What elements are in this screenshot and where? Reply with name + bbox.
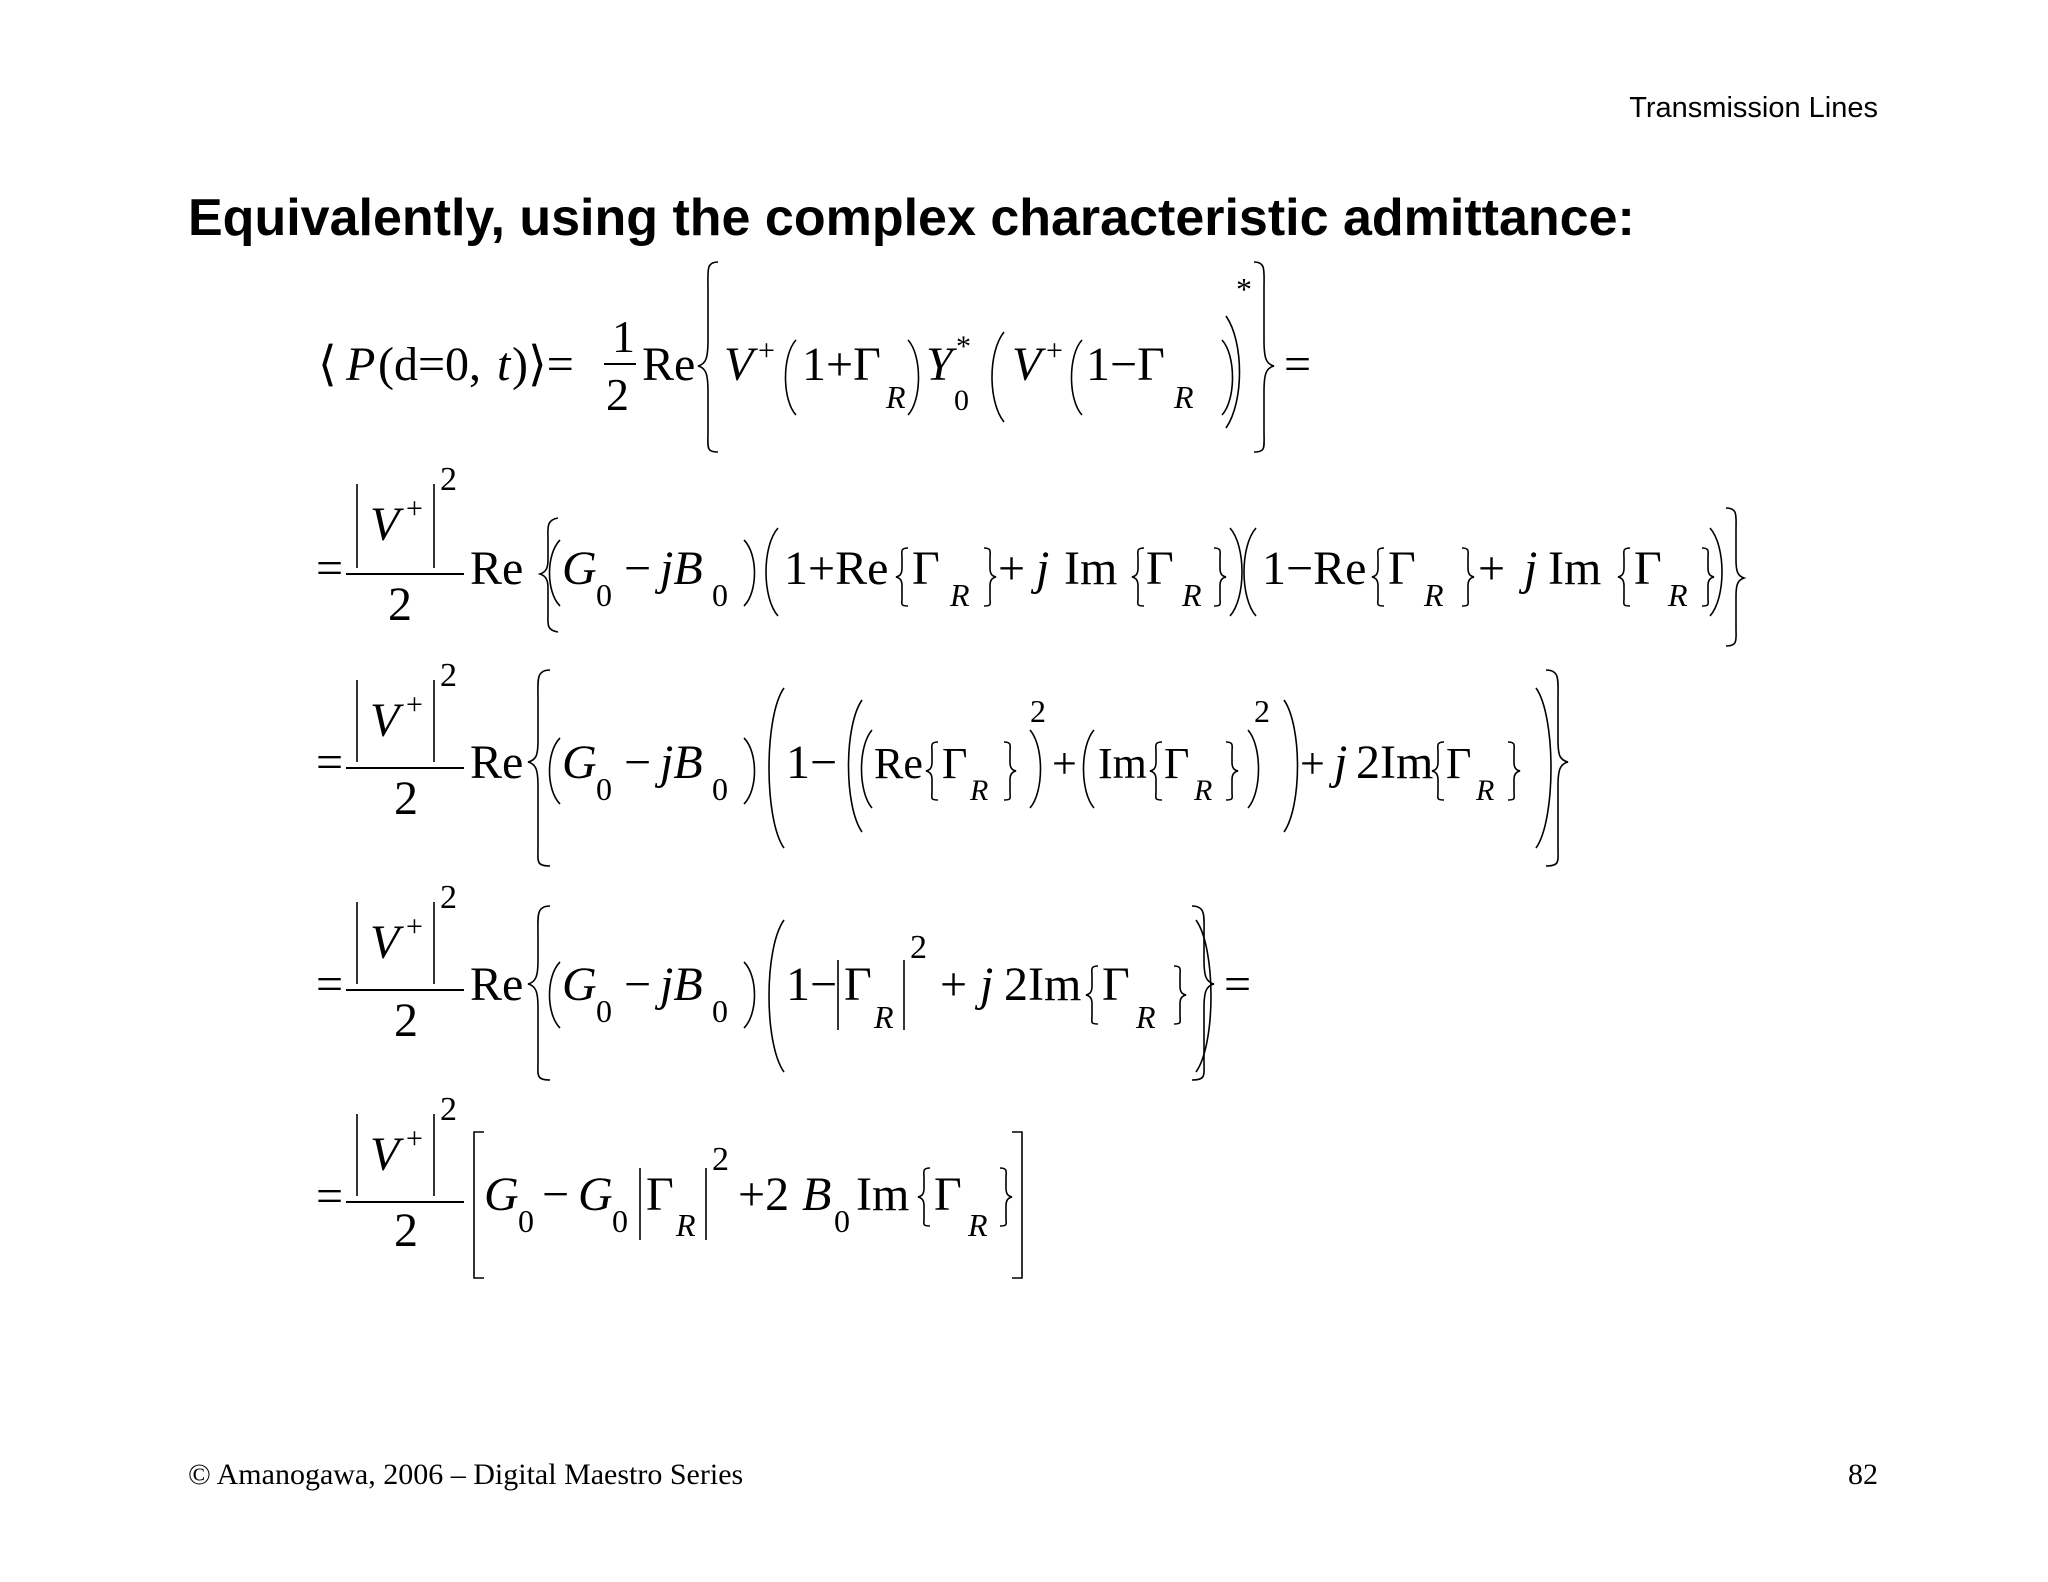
svg-text:Re: Re: [874, 739, 923, 788]
svg-text:R: R: [1668, 577, 1688, 613]
svg-text:R: R: [1174, 379, 1194, 415]
svg-text:+: +: [758, 334, 775, 367]
svg-text:+: +: [1300, 739, 1325, 788]
svg-text:2: 2: [910, 929, 927, 966]
svg-text:+: +: [406, 1122, 423, 1155]
svg-text:1: 1: [612, 311, 635, 362]
svg-text:G: G: [484, 1168, 519, 1221]
equation-line-5-text: [316, 1091, 988, 1257]
svg-text:2: 2: [440, 879, 457, 916]
svg-text:R: R: [1424, 577, 1444, 613]
svg-text:G: G: [578, 1168, 613, 1221]
svg-text:V: V: [370, 1128, 400, 1181]
equation-line-2-text: [316, 461, 1688, 631]
svg-text:1+Γ: 1+Γ: [802, 338, 881, 391]
svg-text:R: R: [968, 1207, 988, 1243]
svg-text:0: 0: [712, 993, 728, 1029]
svg-text:R: R: [1476, 774, 1495, 807]
svg-text:B: B: [802, 1168, 832, 1221]
svg-text:Γ: Γ: [646, 1168, 674, 1221]
svg-text:Y: Y: [926, 338, 953, 391]
svg-text:2: 2: [394, 994, 418, 1047]
section-header: Transmission Lines: [1629, 92, 1878, 124]
svg-text:j: j: [980, 958, 994, 1011]
svg-text:2: 2: [712, 1141, 729, 1178]
svg-text:−: −: [624, 542, 652, 595]
svg-text:0: 0: [612, 1203, 628, 1239]
svg-text:0: 0: [596, 577, 612, 613]
svg-text:+: +: [406, 492, 423, 525]
svg-text:2: 2: [1254, 693, 1270, 729]
svg-text:Γ: Γ: [1164, 739, 1190, 788]
svg-text:Γ: Γ: [1634, 542, 1662, 595]
svg-text:G: G: [562, 542, 597, 595]
svg-text:R: R: [886, 379, 906, 415]
svg-text:2: 2: [606, 369, 629, 420]
equation-line-1: [698, 262, 1274, 452]
svg-text:=: =: [1224, 958, 1252, 1011]
svg-text:*: *: [956, 330, 971, 363]
svg-text:R: R: [676, 1207, 696, 1243]
svg-text:2: 2: [394, 1204, 418, 1257]
svg-text:−: −: [624, 736, 652, 789]
equation-line-5: [346, 1114, 1022, 1278]
svg-text:2: 2: [1030, 693, 1046, 729]
svg-text:0: 0: [954, 384, 969, 417]
equation-line-1-text: [318, 271, 1311, 420]
svg-text:0: 0: [712, 771, 728, 807]
svg-text:t: t: [497, 338, 511, 391]
svg-text:Im: Im: [1064, 542, 1118, 595]
svg-text:+: +: [406, 910, 423, 943]
svg-text:1+Re: 1+Re: [784, 542, 889, 595]
svg-text:R: R: [950, 577, 970, 613]
svg-text:2: 2: [388, 578, 412, 631]
svg-text:R: R: [970, 774, 989, 807]
svg-text:+: +: [406, 688, 423, 721]
svg-text:Γ: Γ: [1146, 542, 1174, 595]
svg-text:0: 0: [518, 1203, 534, 1239]
svg-text:(d=0,: (d=0,: [378, 338, 482, 391]
svg-text:Γ: Γ: [912, 542, 940, 595]
svg-text:+: +: [940, 958, 968, 1011]
svg-text:−: −: [624, 958, 652, 1011]
svg-text:Re: Re: [470, 736, 524, 789]
svg-text:⟨: ⟨: [318, 338, 337, 391]
svg-text:V: V: [370, 916, 400, 969]
svg-text:−: −: [542, 1168, 570, 1221]
svg-text:+: +: [1478, 542, 1506, 595]
svg-text:=: =: [316, 736, 344, 789]
svg-text:V: V: [724, 338, 754, 391]
page-number: 82: [1848, 1458, 1878, 1491]
svg-text:=: =: [316, 1170, 344, 1223]
svg-text:Γ: Γ: [844, 958, 872, 1011]
svg-text:+2: +2: [738, 1168, 790, 1221]
svg-text:)⟩=: )⟩=: [512, 338, 574, 391]
svg-text:0: 0: [596, 993, 612, 1029]
svg-text:V: V: [370, 694, 400, 747]
svg-text:j: j: [1334, 736, 1348, 789]
svg-text:2Im: 2Im: [1356, 736, 1434, 789]
svg-text:Γ: Γ: [942, 739, 968, 788]
svg-text:1−: 1−: [786, 736, 838, 789]
svg-text:=: =: [316, 542, 344, 595]
equation-line-3-text: [316, 657, 1494, 825]
svg-text:R: R: [1136, 999, 1156, 1035]
svg-text:Re: Re: [470, 958, 524, 1011]
svg-text:V: V: [370, 498, 400, 551]
slide-title: Equivalently, using the complex characteristic admittance:: [188, 189, 1635, 247]
svg-text:jB: jB: [660, 958, 703, 1011]
svg-text:R: R: [874, 999, 894, 1035]
svg-text:2Im: 2Im: [1004, 958, 1082, 1011]
svg-text:P: P: [346, 338, 376, 391]
svg-text:Γ: Γ: [1446, 739, 1472, 788]
equation-line-4-text: [316, 879, 1251, 1047]
svg-text:0: 0: [834, 1203, 850, 1239]
svg-text:2: 2: [394, 772, 418, 825]
svg-text:2: 2: [440, 461, 457, 498]
svg-text:G: G: [562, 958, 597, 1011]
svg-text:+: +: [1052, 739, 1077, 788]
svg-text:jB: jB: [660, 542, 703, 595]
svg-text:Γ: Γ: [934, 1168, 962, 1221]
svg-text:1−: 1−: [786, 958, 838, 1011]
svg-text:R: R: [1194, 774, 1213, 807]
svg-text:=: =: [1284, 338, 1312, 391]
svg-text:1−Γ: 1−Γ: [1086, 338, 1165, 391]
svg-text:+: +: [1046, 334, 1063, 367]
svg-text:Γ: Γ: [1388, 542, 1416, 595]
svg-text:2: 2: [440, 657, 457, 694]
svg-text:j: j: [1036, 542, 1050, 595]
svg-text:+: +: [998, 542, 1026, 595]
svg-text:0: 0: [712, 577, 728, 613]
svg-text:R: R: [1182, 577, 1202, 613]
svg-text:2: 2: [440, 1091, 457, 1128]
svg-text:Im: Im: [1548, 542, 1602, 595]
svg-text:Im: Im: [1098, 739, 1147, 788]
svg-text:jB: jB: [660, 736, 703, 789]
svg-text:Im: Im: [856, 1168, 910, 1221]
svg-text:j: j: [1524, 542, 1538, 595]
svg-text:Re: Re: [642, 338, 696, 391]
copyright-footer: © Amanogawa, 2006 – Digital Maestro Series: [188, 1458, 744, 1491]
svg-text:G: G: [562, 736, 597, 789]
svg-text:Γ: Γ: [1102, 958, 1130, 1011]
svg-text:V: V: [1012, 338, 1042, 391]
svg-text:0: 0: [596, 771, 612, 807]
svg-text:1−Re: 1−Re: [1262, 542, 1367, 595]
svg-text:=: =: [316, 958, 344, 1011]
svg-text:*: *: [1236, 271, 1252, 307]
svg-text:Re: Re: [470, 542, 524, 595]
